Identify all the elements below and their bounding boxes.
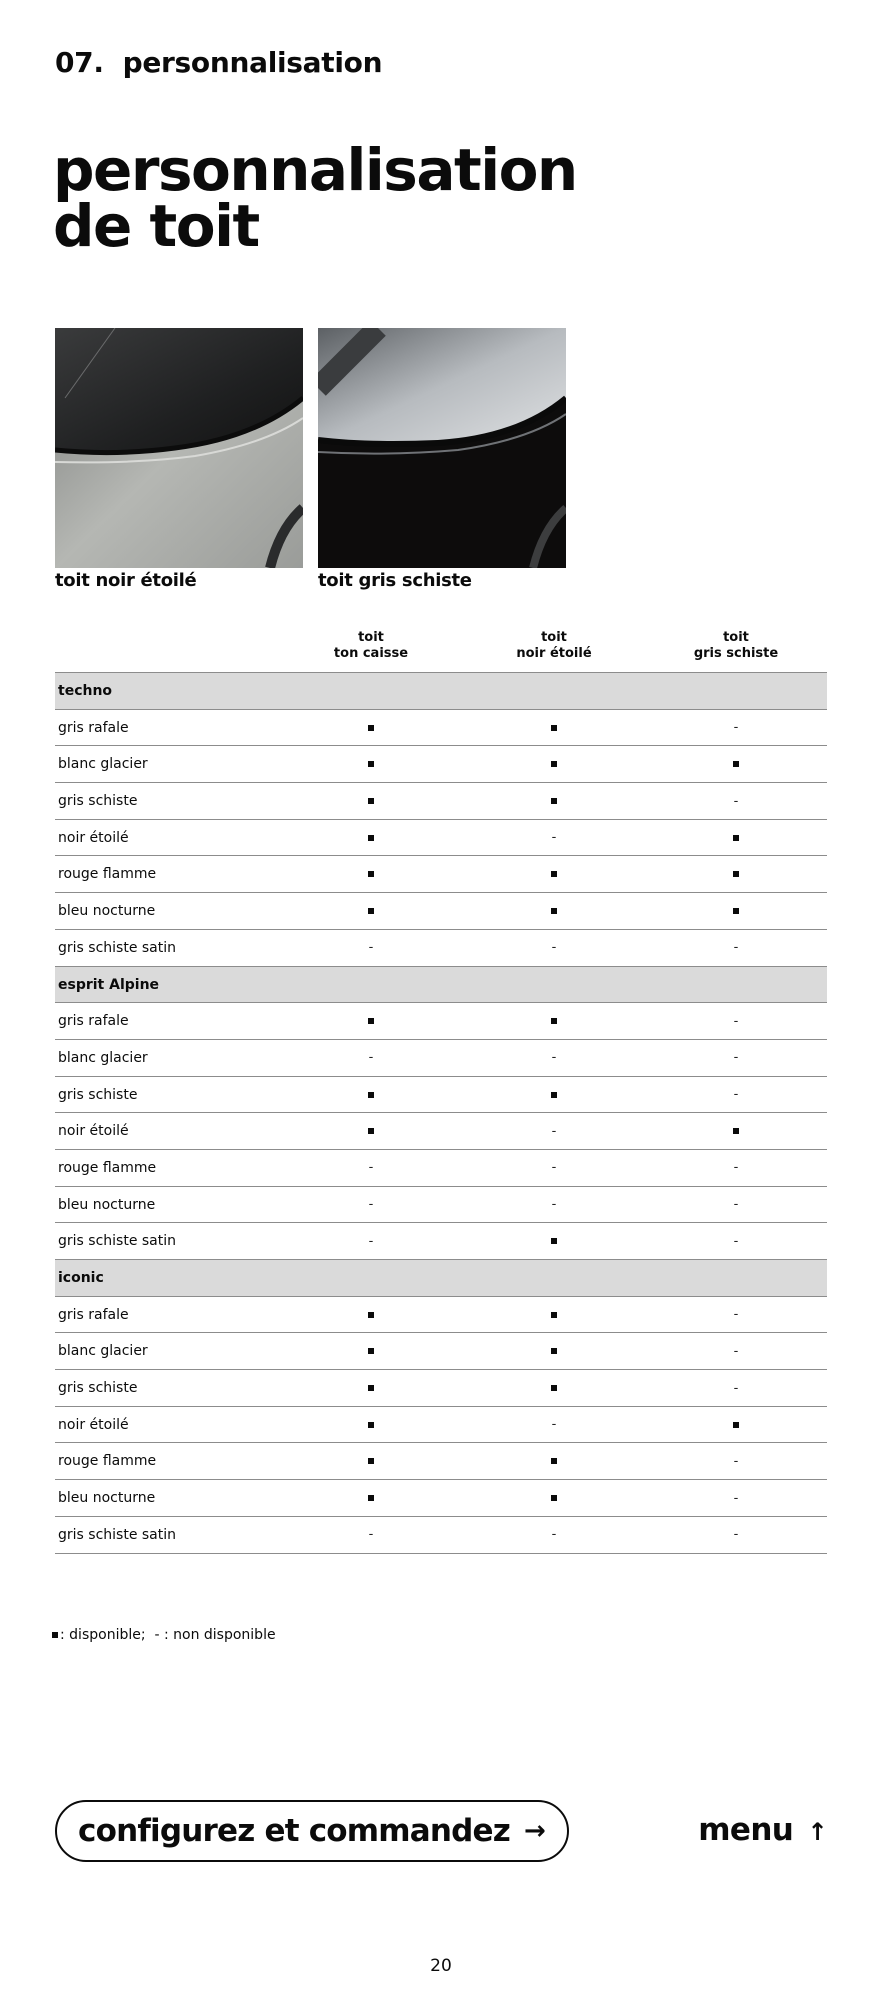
availability-cell [291, 1517, 451, 1553]
row-label: noir étoilé [58, 1416, 129, 1433]
unavailable-dash: - [733, 1490, 739, 1506]
row-label: bleu nocturne [58, 1490, 156, 1507]
availability-cell [656, 1113, 816, 1149]
column-header-line: toit [723, 630, 749, 645]
unavailable-dash: - [551, 1123, 557, 1139]
unavailable-dash: - [733, 1343, 739, 1359]
legend [52, 1627, 276, 1643]
row-label: gris schiste satin [58, 939, 177, 956]
availability-cell [656, 1003, 816, 1039]
available-square-icon [368, 761, 374, 767]
availability-cell [474, 1077, 634, 1113]
row-label: gris schiste satin [58, 1233, 177, 1250]
availability-cell [291, 1077, 451, 1113]
table-row [55, 783, 827, 820]
column-header-line: noir étoilé [516, 646, 592, 661]
availability-cell [291, 1113, 451, 1149]
available-square-icon [551, 1348, 557, 1354]
unavailable-dash: - [733, 1233, 739, 1249]
table-row [55, 856, 827, 893]
unavailable-dash: - [733, 1160, 739, 1176]
availability-cell [656, 746, 816, 782]
column-header-line: ton caisse [333, 646, 409, 661]
configure-order-label: configurez et commandez [78, 1813, 511, 1849]
available-square-icon [551, 1018, 557, 1024]
column-header-line: gris schiste [693, 646, 779, 661]
row-label: rouge flamme [58, 1453, 157, 1470]
section-title: personnalisation [122, 46, 383, 79]
unavailable-dash: - [551, 940, 557, 956]
row-label: gris schiste satin [58, 1526, 177, 1543]
availability-cell [474, 1003, 634, 1039]
row-label: blanc glacier [58, 756, 148, 773]
table-row [55, 1517, 827, 1554]
availability-cell [656, 1407, 816, 1443]
menu-label: menu [698, 1812, 794, 1848]
availability-cell [656, 1223, 816, 1259]
row-label: blanc glacier [58, 1049, 148, 1066]
availability-cell [291, 856, 451, 892]
page-title [53, 136, 577, 260]
row-label: gris rafale [58, 1306, 129, 1323]
availability-cell [656, 1150, 816, 1186]
availability-cell [656, 1370, 816, 1406]
availability-cell [474, 1223, 634, 1259]
available-square-icon [368, 1495, 374, 1501]
available-square-icon [368, 725, 374, 731]
column-header-line: toit [541, 630, 567, 645]
unavailable-dash: - [551, 1160, 557, 1176]
availability-cell [291, 1370, 451, 1406]
available-square-icon [733, 871, 739, 877]
availability-cell [291, 1297, 451, 1333]
available-square-icon [551, 1385, 557, 1391]
availability-cell [474, 1370, 634, 1406]
availability-cell [291, 783, 451, 819]
available-square-icon [368, 871, 374, 877]
available-square-icon [368, 1128, 374, 1134]
available-square-icon [551, 1092, 557, 1098]
unavailable-dash: - [733, 1380, 739, 1396]
legend-unavailable: - : non disponible [154, 1627, 276, 1643]
available-square-icon [551, 1312, 557, 1318]
available-square-icon [733, 1422, 739, 1428]
availability-cell [474, 1407, 634, 1443]
row-label: rouge flamme [58, 1159, 157, 1176]
availability-cell [656, 1040, 816, 1076]
availability-cell [656, 820, 816, 856]
table-row [55, 820, 827, 857]
availability-cell [474, 1297, 634, 1333]
availability-cell [656, 1517, 816, 1553]
unavailable-dash: - [368, 1160, 374, 1176]
available-square-icon [733, 1128, 739, 1134]
row-label: noir étoilé [58, 1123, 129, 1140]
availability-cell [656, 930, 816, 966]
swatch-caption-gris-schiste: toit gris schiste [318, 570, 472, 591]
availability-cell [474, 820, 634, 856]
unavailable-dash: - [551, 1417, 557, 1433]
row-label: bleu nocturne [58, 1196, 156, 1213]
availability-cell [656, 893, 816, 929]
table-row [55, 1113, 827, 1150]
arrow-right-icon: → [524, 1816, 546, 1846]
column-header-line: toit [358, 630, 384, 645]
availability-cell [291, 1407, 451, 1443]
table-row [55, 1333, 827, 1370]
availability-cell [656, 1443, 816, 1479]
availability-cell [656, 1333, 816, 1369]
available-square-icon [551, 1238, 557, 1244]
unavailable-dash: - [368, 1233, 374, 1249]
table-row [55, 1003, 827, 1040]
availability-cell [656, 1297, 816, 1333]
available-square-icon [551, 1458, 557, 1464]
available-square-icon [551, 1495, 557, 1501]
table-row [55, 1443, 827, 1480]
roof-photo-noir-etoile [55, 328, 303, 568]
availability-cell [474, 1040, 634, 1076]
available-square-icon [368, 1422, 374, 1428]
table-row [55, 1150, 827, 1187]
group-row: iconic [55, 1260, 827, 1297]
available-square-icon [368, 1348, 374, 1354]
unavailable-dash: - [368, 1050, 374, 1066]
unavailable-dash: - [551, 1050, 557, 1066]
row-label: gris rafale [58, 719, 129, 736]
unavailable-dash: - [551, 830, 557, 846]
availability-cell [474, 1333, 634, 1369]
unavailable-dash: - [733, 1013, 739, 1029]
row-label: noir étoilé [58, 829, 129, 846]
unavailable-dash: - [368, 1197, 374, 1213]
unavailable-dash: - [733, 1527, 739, 1543]
row-label: gris rafale [58, 1013, 129, 1030]
page-number: 20 [430, 1956, 452, 1976]
available-square-icon [368, 1018, 374, 1024]
unavailable-dash: - [368, 1527, 374, 1543]
unavailable-dash: - [733, 1453, 739, 1469]
availability-cell [474, 1480, 634, 1516]
available-square-icon [551, 908, 557, 914]
table-row [55, 1187, 827, 1224]
row-label: gris schiste [58, 1086, 138, 1103]
available-square-icon [368, 798, 374, 804]
availability-cell [291, 820, 451, 856]
table-row [55, 1297, 827, 1334]
available-square-icon [733, 761, 739, 767]
unavailable-dash: - [368, 940, 374, 956]
availability-cell [656, 1077, 816, 1113]
table-row [55, 1370, 827, 1407]
available-square-icon [551, 725, 557, 731]
table-row [55, 1223, 827, 1260]
available-square-icon [733, 908, 739, 914]
table-row [55, 1407, 827, 1444]
availability-cell [291, 1223, 451, 1259]
roof-availability-table [55, 630, 827, 1554]
section-number: 07. [55, 46, 104, 79]
availability-cell [656, 710, 816, 746]
availability-cell [474, 1113, 634, 1149]
table-header [55, 630, 827, 673]
availability-cell [474, 893, 634, 929]
row-label: rouge flamme [58, 866, 157, 883]
section-label [55, 46, 382, 79]
availability-cell [656, 1480, 816, 1516]
page-title-line-2: de toit [53, 192, 259, 260]
table-row [55, 893, 827, 930]
availability-cell [656, 783, 816, 819]
column-header-ton-caisse [291, 630, 451, 662]
row-label: blanc glacier [58, 1343, 148, 1360]
availability-cell [291, 1003, 451, 1039]
availability-cell [291, 930, 451, 966]
available-square-icon [368, 835, 374, 841]
available-square-icon [368, 1312, 374, 1318]
availability-cell [474, 710, 634, 746]
table-row [55, 1040, 827, 1077]
available-square-icon [551, 761, 557, 767]
table-body [55, 673, 827, 1554]
menu-button[interactable] [698, 1812, 827, 1848]
availability-cell [474, 1187, 634, 1223]
group-row: esprit Alpine [55, 967, 827, 1004]
arrow-up-icon: ↑ [807, 1818, 827, 1846]
unavailable-dash: - [733, 940, 739, 956]
unavailable-dash: - [551, 1197, 557, 1213]
table-row [55, 710, 827, 747]
page-title-line-1: personnalisation [53, 136, 577, 204]
available-square-icon [551, 871, 557, 877]
row-label: bleu nocturne [58, 903, 156, 920]
availability-cell [291, 1040, 451, 1076]
column-header-gris-schiste [656, 630, 816, 662]
group-row: techno [55, 673, 827, 710]
legend-available: : disponible; [60, 1627, 146, 1643]
table-row [55, 930, 827, 967]
availability-cell [474, 1150, 634, 1186]
table-row [55, 1077, 827, 1114]
available-square-icon [52, 1632, 58, 1638]
availability-cell [291, 710, 451, 746]
availability-cell [474, 930, 634, 966]
unavailable-dash: - [733, 1307, 739, 1323]
availability-cell [291, 1333, 451, 1369]
availability-cell [656, 1187, 816, 1223]
table-row [55, 1480, 827, 1517]
availability-cell [474, 1517, 634, 1553]
roof-photo-gris-schiste [318, 328, 566, 568]
availability-cell [291, 746, 451, 782]
unavailable-dash: - [551, 1527, 557, 1543]
row-label: gris schiste [58, 793, 138, 810]
availability-cell [474, 783, 634, 819]
available-square-icon [368, 1092, 374, 1098]
available-square-icon [368, 1458, 374, 1464]
availability-cell [291, 1443, 451, 1479]
availability-cell [291, 1480, 451, 1516]
available-square-icon [551, 798, 557, 804]
available-square-icon [368, 1385, 374, 1391]
availability-cell [291, 1150, 451, 1186]
available-square-icon [368, 908, 374, 914]
availability-cell [291, 1187, 451, 1223]
configure-order-button[interactable] [55, 1800, 569, 1862]
unavailable-dash: - [733, 793, 739, 809]
swatch-caption-noir-etoile: toit noir étoilé [55, 570, 197, 591]
availability-cell [474, 746, 634, 782]
row-label: gris schiste [58, 1380, 138, 1397]
availability-cell [474, 856, 634, 892]
availability-cell [656, 856, 816, 892]
unavailable-dash: - [733, 1197, 739, 1213]
table-row [55, 746, 827, 783]
unavailable-dash: - [733, 1087, 739, 1103]
availability-cell [474, 1443, 634, 1479]
available-square-icon [733, 835, 739, 841]
availability-cell [291, 893, 451, 929]
unavailable-dash: - [733, 1050, 739, 1066]
column-header-noir-etoile [474, 630, 634, 662]
unavailable-dash: - [733, 720, 739, 736]
